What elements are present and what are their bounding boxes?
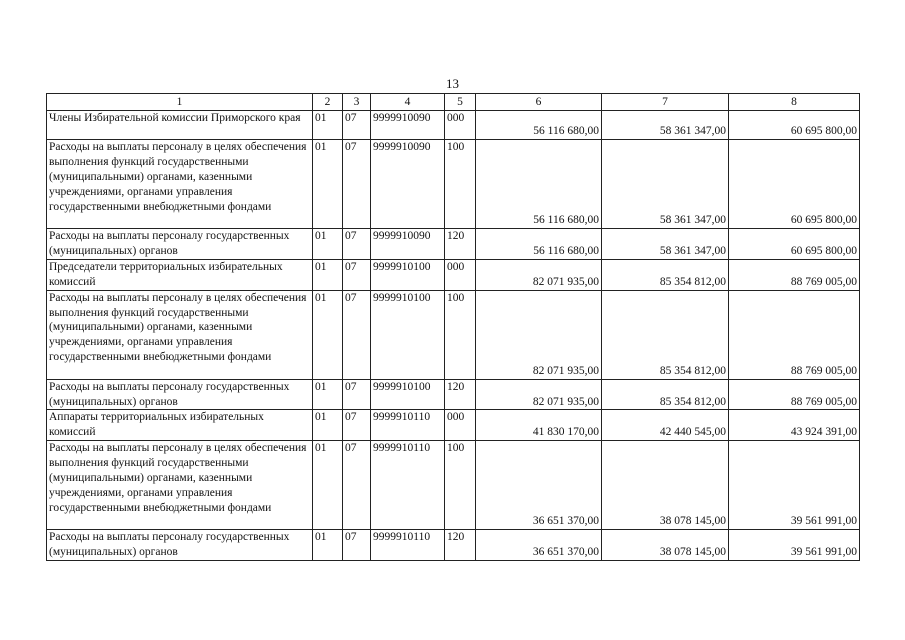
row-code-3: 07	[343, 379, 371, 410]
row-code-3: 07	[343, 140, 371, 229]
row-code-3: 07	[343, 441, 371, 530]
row-code-3: 07	[343, 229, 371, 260]
row-code-2: 01	[313, 410, 343, 441]
row-value-7: 42 440 545,00	[602, 410, 729, 441]
row-code-3: 07	[343, 410, 371, 441]
row-code-4: 9999910110	[371, 441, 445, 530]
row-code-5: 120	[445, 530, 476, 561]
row-value-7: 85 354 812,00	[602, 259, 729, 290]
page-number: 13	[446, 76, 459, 91]
row-code-5: 000	[445, 111, 476, 140]
column-header: 2	[313, 94, 343, 111]
row-name: Аппараты территориальных избирательных комиссий	[47, 410, 313, 441]
row-name: Расходы на выплаты персоналу государственных (муниципальных) органов	[47, 229, 313, 260]
table-row	[47, 259, 860, 290]
row-name: Расходы на выплаты персоналу в целях обеспечения выполнения функций государственными (муниципальными) органами, казенными учреждениями, органами управления государственными внебюджетными фондами	[47, 441, 313, 530]
row-code-5: 100	[445, 290, 476, 379]
row-name: Члены Избирательной комиссии Приморского края	[47, 111, 313, 140]
row-name: Расходы на выплаты персоналу в целях обеспечения выполнения функций государственными (муниципальными) органами, казенными учреждениями, органами управления государственными внебюджетными фондами	[47, 290, 313, 379]
row-code-3: 07	[343, 530, 371, 561]
row-value-8: 39 561 991,00	[729, 530, 860, 561]
column-header: 1	[47, 94, 313, 111]
row-code-4: 9999910110	[371, 530, 445, 561]
row-value-8: 88 769 005,00	[729, 259, 860, 290]
row-code-4: 9999910090	[371, 140, 445, 229]
table-row	[47, 290, 860, 379]
table-row	[47, 410, 860, 441]
row-code-2: 01	[313, 111, 343, 140]
row-code-5: 000	[445, 259, 476, 290]
row-code-2: 01	[313, 530, 343, 561]
row-value-6: 41 830 170,00	[476, 410, 602, 441]
budget-table	[46, 93, 860, 561]
row-value-7: 38 078 145,00	[602, 530, 729, 561]
row-value-7: 58 361 347,00	[602, 111, 729, 140]
row-value-7: 58 361 347,00	[602, 229, 729, 260]
row-value-6: 82 071 935,00	[476, 259, 602, 290]
row-code-2: 01	[313, 290, 343, 379]
row-value-8: 60 695 800,00	[729, 140, 860, 229]
row-value-6: 56 116 680,00	[476, 140, 602, 229]
row-value-8: 88 769 005,00	[729, 379, 860, 410]
table-row	[47, 111, 860, 140]
row-code-5: 120	[445, 229, 476, 260]
column-header: 3	[343, 94, 371, 111]
table-row	[47, 441, 860, 530]
row-code-5: 000	[445, 410, 476, 441]
row-code-5: 100	[445, 441, 476, 530]
row-code-4: 9999910100	[371, 290, 445, 379]
row-value-8: 88 769 005,00	[729, 290, 860, 379]
row-value-8: 39 561 991,00	[729, 441, 860, 530]
row-code-4: 9999910090	[371, 111, 445, 140]
row-code-2: 01	[313, 140, 343, 229]
table-header-row	[47, 94, 860, 111]
row-value-8: 43 924 391,00	[729, 410, 860, 441]
column-header: 6	[476, 94, 602, 111]
row-value-7: 85 354 812,00	[602, 290, 729, 379]
row-name: Расходы на выплаты персоналу государственных (муниципальных) органов	[47, 530, 313, 561]
column-header: 5	[445, 94, 476, 111]
row-code-3: 07	[343, 111, 371, 140]
row-code-4: 9999910110	[371, 410, 445, 441]
row-code-4: 9999910100	[371, 259, 445, 290]
row-value-6: 36 651 370,00	[476, 441, 602, 530]
table-row	[47, 140, 860, 229]
row-code-3: 07	[343, 290, 371, 379]
row-code-2: 01	[313, 441, 343, 530]
row-value-7: 58 361 347,00	[602, 140, 729, 229]
row-value-6: 82 071 935,00	[476, 379, 602, 410]
row-code-3: 07	[343, 259, 371, 290]
row-code-2: 01	[313, 379, 343, 410]
row-name: Расходы на выплаты персоналу в целях обеспечения выполнения функций государственными (муниципальными) органами, казенными учреждениями, органами управления государственными внебюджетными фондами	[47, 140, 313, 229]
column-header: 8	[729, 94, 860, 111]
row-value-6: 36 651 370,00	[476, 530, 602, 561]
row-value-7: 38 078 145,00	[602, 441, 729, 530]
row-value-8: 60 695 800,00	[729, 229, 860, 260]
table-row	[47, 379, 860, 410]
row-value-6: 56 116 680,00	[476, 229, 602, 260]
table-row	[47, 229, 860, 260]
table-row	[47, 530, 860, 561]
row-name: Председатели территориальных избирательных комиссий	[47, 259, 313, 290]
row-code-2: 01	[313, 229, 343, 260]
column-header: 7	[602, 94, 729, 111]
row-code-5: 100	[445, 140, 476, 229]
row-code-5: 120	[445, 379, 476, 410]
row-value-8: 60 695 800,00	[729, 111, 860, 140]
row-code-4: 9999910100	[371, 379, 445, 410]
row-value-6: 82 071 935,00	[476, 290, 602, 379]
row-value-7: 85 354 812,00	[602, 379, 729, 410]
row-code-4: 9999910090	[371, 229, 445, 260]
row-name: Расходы на выплаты персоналу государственных (муниципальных) органов	[47, 379, 313, 410]
column-header: 4	[371, 94, 445, 111]
row-code-2: 01	[313, 259, 343, 290]
row-value-6: 56 116 680,00	[476, 111, 602, 140]
